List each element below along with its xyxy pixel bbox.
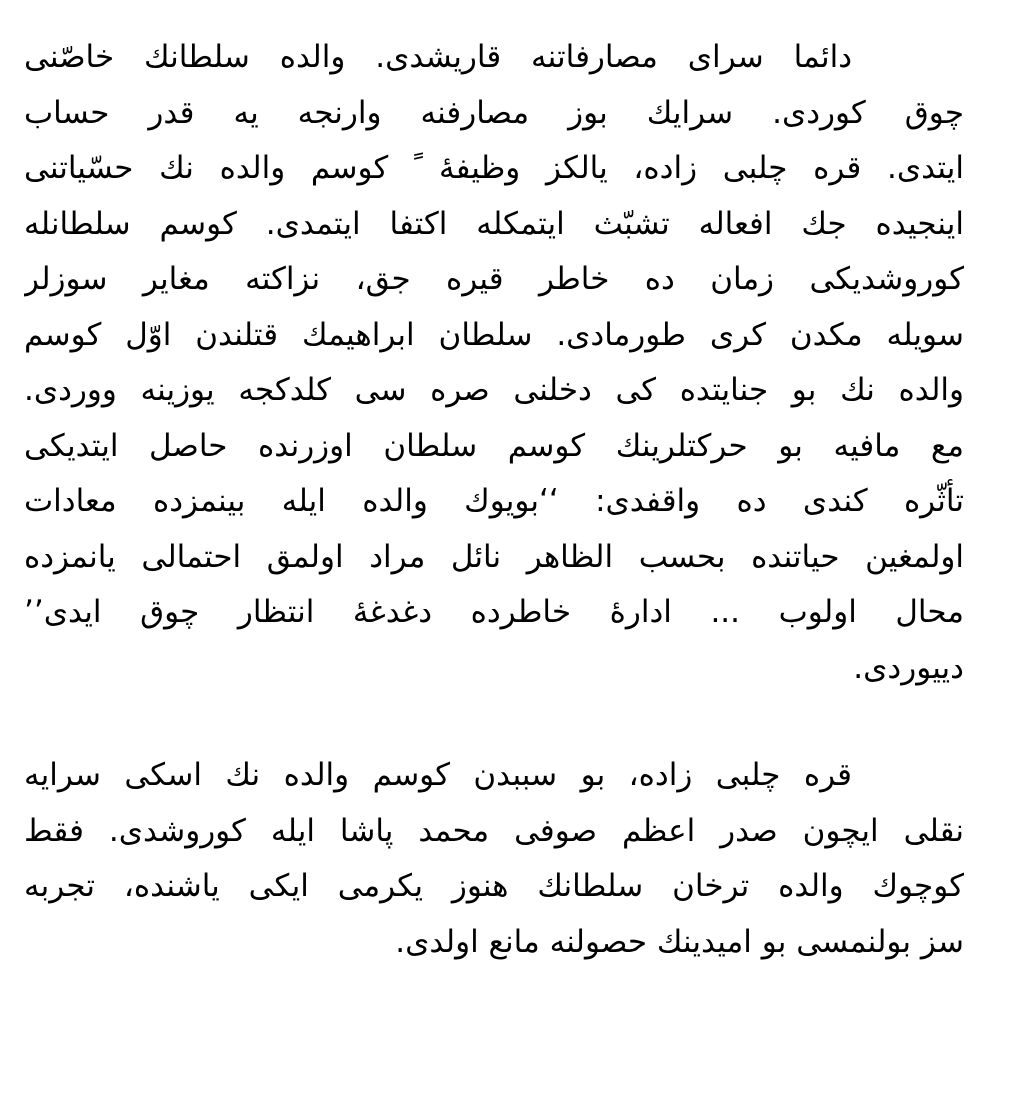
- text-line: مع مافيه بو حركتلرينك كوسم سلطان اوزرنده حاصل ايتديكی: [24, 427, 964, 464]
- text-line: نقلی ايچون صدر اعظم صوفی محمد پاشا ايله كوروشدی. فقط: [24, 812, 964, 849]
- text-line: سويله مكدن كری طورمادی. سلطان ابراهيمك قتلندن اوّل كوسم: [24, 316, 964, 353]
- document-page: [24, 30, 964, 970]
- text-line: دييوردی.: [853, 649, 964, 686]
- text-line: والده نك بو جنايتده كی دخلنی صره سی كلدكجه يوزينه ووردی.: [24, 372, 964, 408]
- text-line: كوروشديكی زمان ده خاطر قيره جق، نزاكته مغاير سوزلر: [24, 261, 964, 297]
- text-line: تأثّره كندی ده واقفدی: ‘‘بويوك والده ايله بينمزده معادات: [24, 483, 964, 519]
- text-line: محال اولوب ... ادارهٔ خاطرده دغدغهٔ انتظار چوق ايدی’’: [24, 594, 964, 630]
- text-line: اينجيده جك افعاله تشبّث ايتمكله اكتفا ايتمدی. كوسم سلطانله: [24, 205, 964, 242]
- text-line: سز بولنمسی بو اميدينك حصولنه مانع اولدی.: [395, 923, 964, 960]
- paragraph-spacer: [24, 696, 964, 748]
- text-line: اولمغين حياتنده بحسب الظاهر نائل مراد اولمق احتمالی يانمزده: [24, 538, 964, 575]
- paragraph-2: [24, 748, 964, 970]
- text-line: كوچوك والده ترخان سلطانك هنوز يكرمی ايكی ياشنده، تجربه: [24, 868, 964, 904]
- text-line: قره چلبی زاده، بو سببدن كوسم والده نك اسكی سرايه: [24, 757, 852, 793]
- text-line: چوق كوردی. سرايك بوز مصارفنه وارنجه يه قدر حساب: [24, 94, 964, 131]
- text-line: دائما سرای مصارفاتنه قاريشدی. والده سلطانك خاصّنی: [24, 39, 852, 75]
- paragraph-1: [24, 30, 964, 696]
- text-line: ايتدی. قره چلبی زاده، يالكز وظيفهٔ ً كوسم والده نك حسّياتنی: [24, 150, 964, 186]
